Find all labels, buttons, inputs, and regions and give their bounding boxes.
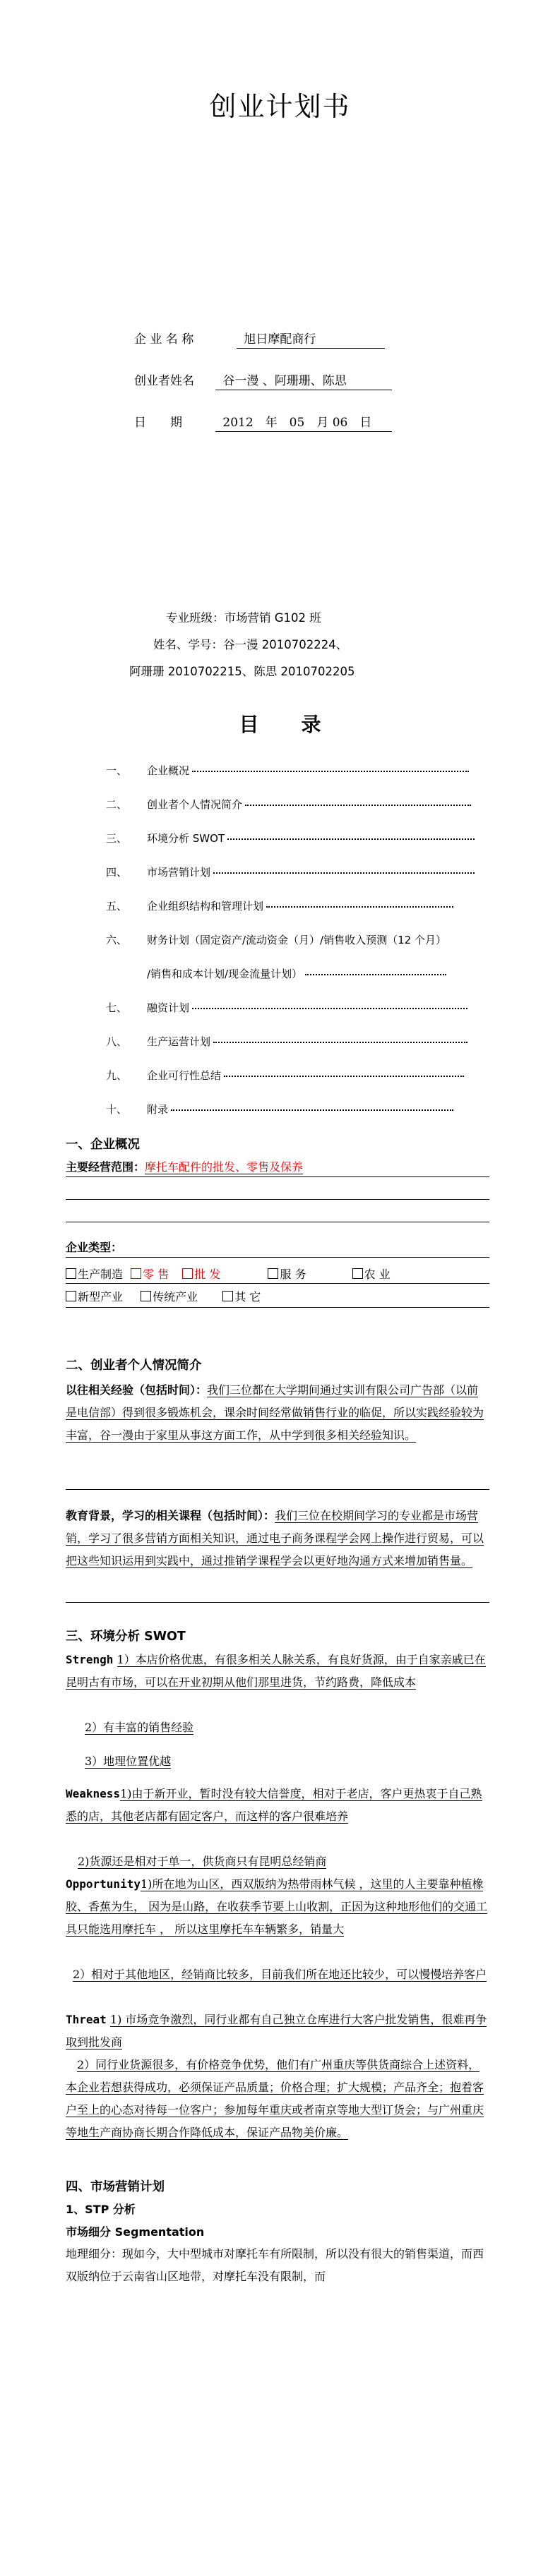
toc-item[interactable]: 二、 创业者个人情况简介	[106, 797, 501, 812]
checkbox-icon	[182, 1268, 193, 1279]
company-name-value: 旭日摩配商行	[237, 329, 385, 349]
underline	[66, 1489, 489, 1490]
toc-item[interactable]: 九、 企业可行性总结	[106, 1068, 501, 1083]
type-wholesale[interactable]: 批 发	[182, 1268, 220, 1281]
company-type-label: 企业类型：	[66, 1241, 123, 1254]
underline	[66, 1307, 489, 1308]
type-traditional-industry[interactable]: 传统产业	[141, 1290, 198, 1304]
opportunity-label: Opportunity	[66, 1877, 141, 1891]
company-type-row2	[66, 1286, 489, 1308]
type-service[interactable]: 服 务	[268, 1268, 306, 1281]
weakness-label: Weakness	[66, 1787, 121, 1800]
class-info: 专业班级：市场营销 G102 班	[166, 611, 321, 625]
strength-text-2: 2）有丰富的销售经验	[85, 1721, 194, 1734]
date-label: 日 期	[134, 416, 182, 430]
toc-item[interactable]: 八、 生产运营计划	[106, 1034, 501, 1049]
checkbox-icon	[131, 1268, 141, 1279]
date-row	[134, 412, 392, 432]
section-heading-swot: 三、环境分析 SWOT	[66, 1630, 186, 1644]
section-heading-marketing: 四、市场营销计划	[66, 2180, 165, 2194]
checkbox-icon	[352, 1268, 363, 1279]
education-paragraph	[66, 1505, 489, 1572]
student-info-line1: 姓名、学号：谷一漫 2010702224、	[153, 638, 348, 651]
opportunity-text-2: 2）相对于其他地区，经销商比较多，目前我们所在地还比较少，可以慢慢培养客户	[73, 1968, 487, 1981]
toc-item[interactable]: 五、 企业组织结构和管理计划	[106, 898, 501, 913]
toc-item[interactable]: /销售和成本计划/现金流量计划）	[106, 966, 501, 981]
opportunity-text-1: 1)所在地为山区，西双版纳为热带雨林气候 ，这里的人主要靠种植橡胶、香蕉为生， 因为是山路，在收获季节要上山收割，正因为这种地形他们的交通工具只能选用摩托车 ， 所以这里摩托车车辆繁多，销量大	[66, 1877, 488, 1936]
company-name-label: 企 业 名 称	[134, 332, 194, 347]
toc-item[interactable]: 十、 附录	[106, 1102, 501, 1117]
checkbox-icon	[268, 1268, 278, 1279]
threat-text-1: 1) 市场竞争激烈，同行业都有自己独立仓库进行大客户批发销售，很难再争取到批发商	[66, 2013, 487, 2049]
section-heading-founders: 二、创业者个人情况简介	[66, 1359, 202, 1373]
checkbox-icon	[66, 1291, 76, 1301]
strength-text-3: 3）地理位置优越	[85, 1755, 172, 1768]
underline	[66, 1176, 489, 1177]
underline	[66, 1602, 489, 1603]
weakness-text-1: 1)由于新开业，暂时没有较大信誉度，相对于老店，客户更热衷于自己熟悉的店，其他老店都有固定客户，而这样的客户很难培养	[66, 1787, 482, 1823]
type-new-industry[interactable]: 新型产业	[66, 1290, 123, 1304]
checkbox-icon	[222, 1291, 233, 1301]
opportunity-paragraph	[66, 1873, 489, 1941]
toc-item[interactable]: 一、 企业概况	[106, 763, 501, 778]
strength-text-1: 1）本店价格优惠，有很多相关人脉关系，有良好货源，由于自家亲戚已在昆明古有市场，可以在开业初期从他们那里进货，节约路费，降低成本	[66, 1653, 486, 1689]
underline	[66, 1283, 489, 1284]
business-scope-value: 摩托车配件的批发、零售及保养	[145, 1160, 304, 1174]
segmentation-heading: 市场细分 Segmentation	[66, 2225, 205, 2239]
founders-label: 创业者姓名	[134, 374, 194, 388]
weakness-text-2: 2)货源还是相对于单一，供货商只有昆明总经销商	[78, 1855, 327, 1868]
underline	[66, 1199, 489, 1200]
company-name-row	[134, 329, 385, 349]
toc-title: 目录	[239, 713, 364, 736]
stp-heading: 1、STP 分析	[66, 2203, 136, 2216]
type-other[interactable]: 其 它	[222, 1290, 261, 1304]
section-heading-overview: 一、企业概况	[66, 1138, 140, 1152]
toc-item[interactable]: 三、 环境分析 SWOT	[106, 831, 501, 845]
education-text: 我们三位在校期间学习的专业都是市场营销，学习了很多营销方面相关知识，通过电子商务课程学会网上操作进行贸易，可以把这些知识运用到实践中，通过推销学课程学会以更好地沟通方式来增加销售量。	[66, 1509, 484, 1567]
strength-label: Strengh	[66, 1653, 114, 1666]
strength-paragraph	[66, 1649, 489, 1694]
date-value: 2012 年 05 月 06 日	[215, 412, 392, 432]
threat-label: Threat	[66, 2013, 107, 2026]
founders-row	[134, 371, 392, 390]
toc-item[interactable]: 四、 市场营销计划	[106, 865, 501, 879]
education-label: 教育背景，学习的相关课程（包括时间）：	[66, 1509, 275, 1522]
type-manufacturing[interactable]: 生产制造	[66, 1268, 123, 1281]
toc-item[interactable]: 七、 融资计划	[106, 1000, 501, 1015]
document-title: 创业计划书	[209, 91, 351, 122]
business-scope	[66, 1156, 489, 1179]
type-agriculture[interactable]: 农 业	[352, 1268, 391, 1281]
experience-paragraph	[66, 1379, 489, 1447]
toc-item[interactable]: 六、 财务计划（固定资产/流动资金（月）/销售收入预测（12 个月）	[106, 934, 446, 946]
threat-text-2: 2）同行业货源很多，有价格竞争优势，他们有广州重庆等供货商综合上述资料，本企业若想获得成功，必须保证产品质量；价格合理；扩大规模；产品齐全；抱着客户至上的心态对待每一位客户；参加每年重庆或者南京等地大型订货会；与广州重庆等地生产商协商长期合作降低成本，保证产品物美价廉。	[66, 2058, 484, 2139]
segmentation-text: 地理细分：现如今，大中型城市对摩托车有所限制，所以没有很大的销售渠道，而西双版纳位于云南省山区地带，对摩托车没有限制，而	[66, 2247, 484, 2283]
experience-label: 以往相关经验（包括时间）：	[66, 1383, 208, 1397]
checkbox-icon	[141, 1291, 151, 1301]
underline	[66, 1257, 489, 1258]
experience-text: 我们三位都在大学期间通过实训有限公司广告部（以前是电信部）得到很多锻炼机会，课余时间经常做销售行业的临促，所以实践经验较为丰富，谷一漫由于家里从事这方面工作，从中学到很多相关经验知识。	[66, 1383, 484, 1442]
threat-paragraph	[66, 2009, 489, 2054]
weakness-paragraph	[66, 1783, 489, 1828]
checkbox-icon	[66, 1268, 76, 1279]
type-retail[interactable]: 零 售	[131, 1268, 169, 1281]
student-info-line2: 阿珊珊 2010702215、陈思 2010702205	[129, 665, 355, 678]
business-scope-label: 主要经营范围：	[66, 1160, 145, 1174]
founders-value: 谷一漫 、阿珊珊、陈思	[215, 371, 392, 390]
